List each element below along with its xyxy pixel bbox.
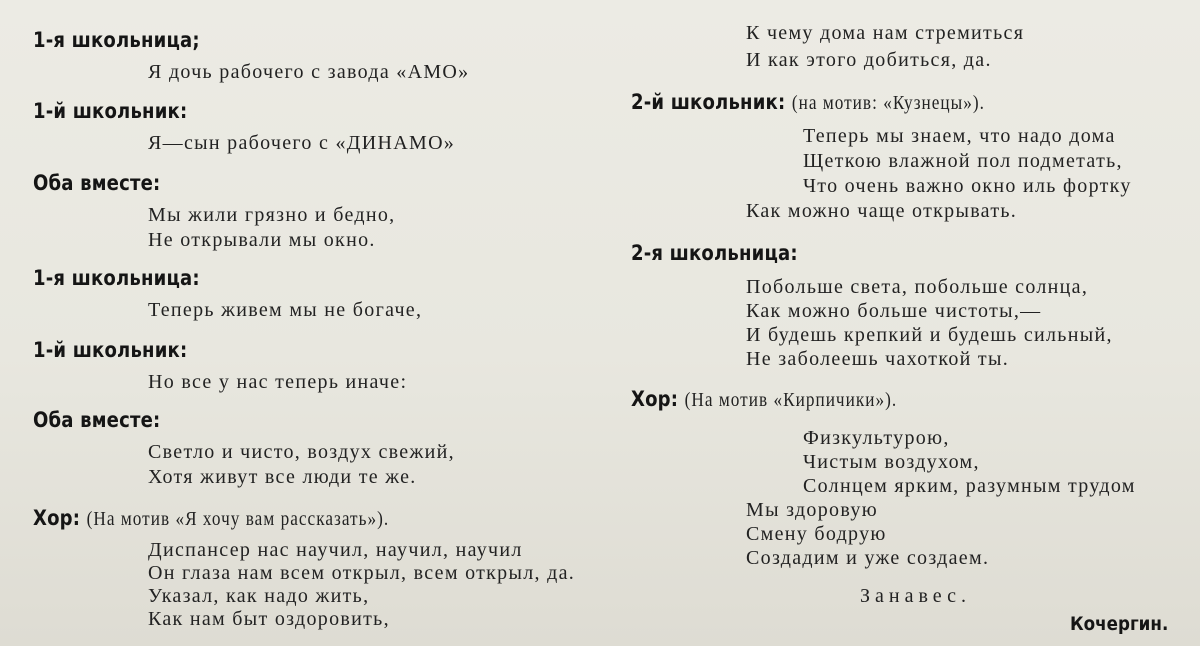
author-signature: Кочергин. — [1070, 613, 1169, 635]
curtain-note: Занавес. — [860, 585, 972, 607]
speaker-name: Хор: — [33, 506, 81, 530]
speaker-label: 1-й школьник: — [33, 99, 188, 123]
verse-line: Теперь мы знаем, что надо дома — [803, 125, 1116, 147]
speaker-label: 1-й школьник: — [33, 338, 188, 362]
verse-line: Щеткою влажной пол подметать, — [803, 150, 1123, 172]
verse-line: Диспансер нас научил, научил, научил — [148, 539, 523, 561]
verse-line: Как можно больше чистоты,— — [746, 300, 1042, 322]
speaker-label — [33, 508, 389, 529]
speaker-label: Оба вместе: — [33, 171, 161, 195]
verse-line: Создадим и уже создаем. — [746, 547, 990, 569]
speaker-name: Хор: — [631, 387, 679, 411]
verse-line: Я—сын рабочего с «ДИНАМО» — [148, 132, 456, 154]
verse-line: И как этого добиться, да. — [746, 49, 992, 71]
verse-line: И будешь крепкий и будешь сильный, — [746, 324, 1113, 346]
verse-line: Как можно чаще открывать. — [746, 200, 1018, 222]
verse-line: Не заболеешь чахоткой ты. — [746, 348, 1009, 370]
verse-line: Но все у нас теперь иначе: — [148, 371, 408, 393]
verse-line: Светло и чисто, воздух свежий, — [148, 441, 455, 463]
verse-line: Теперь живем мы не богаче, — [148, 299, 423, 321]
speaker-label: 2-я школьница: — [631, 241, 798, 265]
verse-line: Не открывали мы окно. — [148, 229, 376, 251]
verse-line: Как нам быт оздоровить, — [148, 608, 390, 630]
speaker-label: 1-я школьница; — [33, 28, 200, 52]
speaker-label — [631, 92, 985, 113]
verse-line: Указал, как надо жить, — [148, 585, 370, 607]
verse-line: Мы жили грязно и бедно, — [148, 204, 396, 226]
verse-line: Побольше света, побольше солнца, — [746, 276, 1089, 298]
speaker-name: 2-й школьник: — [631, 90, 786, 114]
verse-line: Солнцем ярким, разумным трудом — [803, 475, 1136, 497]
verse-line: Чистым воздухом, — [803, 451, 980, 473]
speaker-label — [631, 389, 897, 410]
stage-direction: (На мотив «Я хочу вам рассказать»). — [86, 508, 390, 530]
verse-line: Мы здоровую — [746, 499, 878, 521]
speaker-label: Оба вместе: — [33, 408, 161, 432]
speaker-label: 1-я школьница: — [33, 266, 200, 290]
verse-line: К чему дома нам стремиться — [746, 22, 1025, 44]
verse-line: Хотя живут все люди те же. — [148, 466, 417, 488]
stage-direction: (на мотив: «Кузнецы»). — [791, 92, 985, 114]
verse-line: Он глаза нам всем открыл, всем открыл, да. — [148, 562, 576, 584]
verse-line: Что очень важно окно иль фортку — [803, 175, 1132, 197]
stage-direction: (На мотив «Кирпичики»). — [684, 389, 898, 411]
verse-line: Смену бодрую — [746, 523, 887, 545]
verse-line: Я дочь рабочего с завода «АМО» — [148, 61, 470, 83]
verse-line: Физкультурою, — [803, 427, 950, 449]
